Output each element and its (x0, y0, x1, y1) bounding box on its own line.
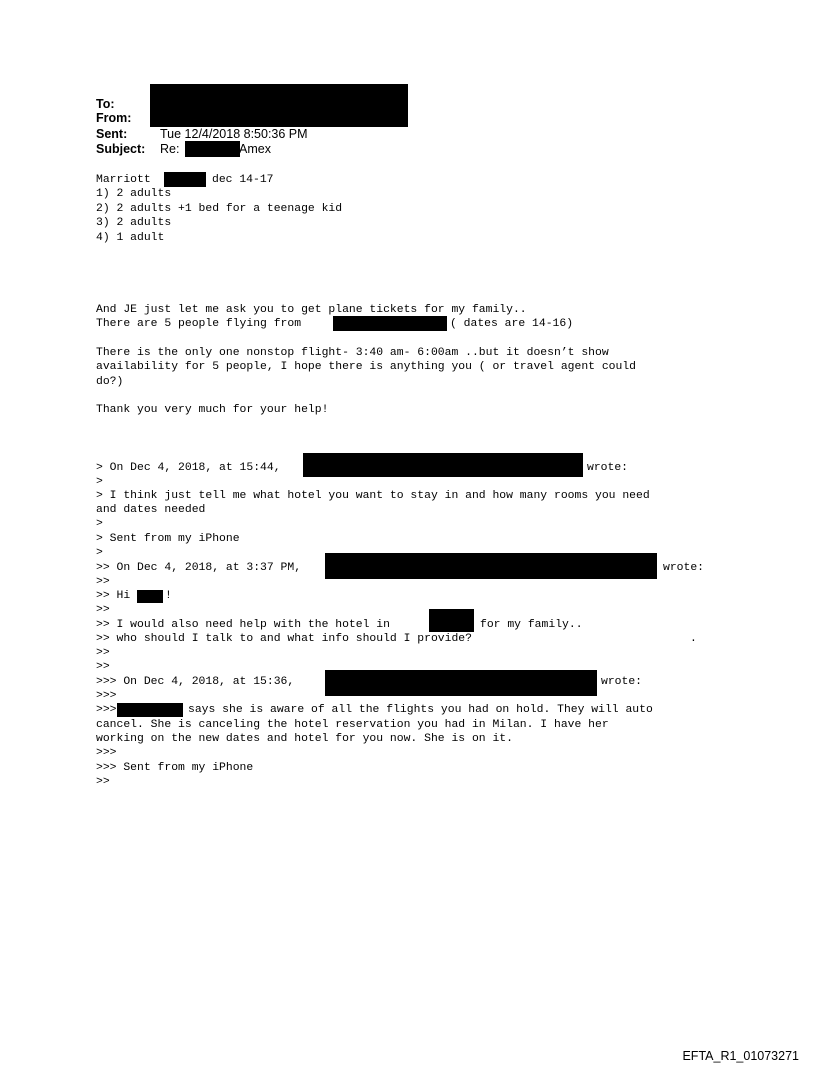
sent-value: Tue 12/4/2018 8:50:36 PM (160, 127, 308, 141)
quote-line-20: working on the new dates and hotel for you now. She is on it. (96, 733, 513, 745)
list-item-4: 4) 1 adult (96, 232, 165, 244)
redaction-to-from (150, 84, 408, 127)
redaction-subject (185, 141, 240, 157)
sent-label: Sent: (96, 127, 128, 141)
quote-line-9: >> (96, 576, 110, 588)
quote-line-22: >>> Sent from my iPhone (96, 762, 254, 774)
quote-line-13: >> who should I talk to and what info should I provide? (96, 633, 472, 645)
quote-line-12b: for my family.. (480, 619, 583, 631)
quote-line-12a: >> I would also need help with the hotel in (96, 619, 390, 631)
quote-line-14: >> (96, 647, 110, 659)
quote-line-8b: wrote: (663, 562, 705, 574)
quote-line-5: > (96, 518, 103, 530)
quote-line-16a: >>> On Dec 4, 2018, at 15:36, (96, 676, 295, 688)
redaction-origin (333, 316, 447, 331)
redaction-sender-1 (303, 453, 583, 477)
quote-line-15: >> (96, 661, 110, 673)
body-para1-b1: There are 5 people flying from (96, 318, 302, 330)
redaction-agent (117, 703, 183, 717)
marriott-line-b: dec 14-17 (212, 174, 274, 186)
quote-line-17: >>> (96, 690, 117, 702)
quote-line-16b: wrote: (601, 676, 643, 688)
quote-line-3: > I think just tell me what hotel you want to stay in and how many rooms you need (96, 490, 650, 502)
quote-line-18b: says she is aware of all the flights you had on hold. They will auto (188, 704, 653, 716)
quote-line-23: >> (96, 776, 110, 788)
from-label: From: (96, 111, 132, 125)
to-label: To: (96, 97, 115, 111)
redaction-name (137, 590, 163, 603)
body-para1-a: And JE just let me ask you to get plane tickets for my family.. (96, 304, 527, 316)
redaction-sender-2 (325, 553, 657, 579)
body-para1-b2: ( dates are 14-16) (450, 318, 574, 330)
quote-line-18a: >>> (96, 704, 117, 716)
body-para2-c: do?) (96, 376, 124, 388)
quote-line-21: >>> (96, 747, 117, 759)
document-id: EFTA_R1_01073271 (682, 1049, 799, 1063)
quote-line-8a: >> On Dec 4, 2018, at 3:37 PM, (96, 562, 302, 574)
redaction-marriott (164, 172, 206, 187)
quote-line-4: and dates needed (96, 504, 206, 516)
body-para2-a: There is the only one nonstop flight- 3:40 am- 6:00am ..but it doesn’t show (96, 347, 609, 359)
quote-line-1a: > On Dec 4, 2018, at 15:44, (96, 462, 281, 474)
body-para2-b: availability for 5 people, I hope there is anything you ( or travel agent could (96, 361, 637, 373)
marriott-line-a: Marriott (96, 174, 151, 186)
list-item-1: 1) 2 adults (96, 188, 172, 200)
quote-line-10a: >> Hi (96, 590, 131, 602)
subject-suffix: Amex (239, 142, 271, 156)
quote-line-19: cancel. She is canceling the hotel reservation you had in Milan. I have her (96, 719, 609, 731)
quote-line-11: >> (96, 604, 110, 616)
quote-line-1b: wrote: (587, 462, 629, 474)
quote-line-10b: ! (165, 590, 172, 602)
redaction-city (429, 609, 474, 632)
list-item-3: 3) 2 adults (96, 217, 172, 229)
list-item-2: 2) 2 adults +1 bed for a teenage kid (96, 203, 343, 215)
subject-label: Subject: (96, 142, 146, 156)
quote-line-7: > (96, 547, 103, 559)
quote-line-6: > Sent from my iPhone (96, 533, 240, 545)
subject-prefix: Re: (160, 142, 180, 156)
stray-dot: . (690, 633, 697, 645)
redaction-sender-3 (325, 670, 597, 696)
body-para3: Thank you very much for your help! (96, 404, 329, 416)
quote-line-2: > (96, 476, 103, 488)
